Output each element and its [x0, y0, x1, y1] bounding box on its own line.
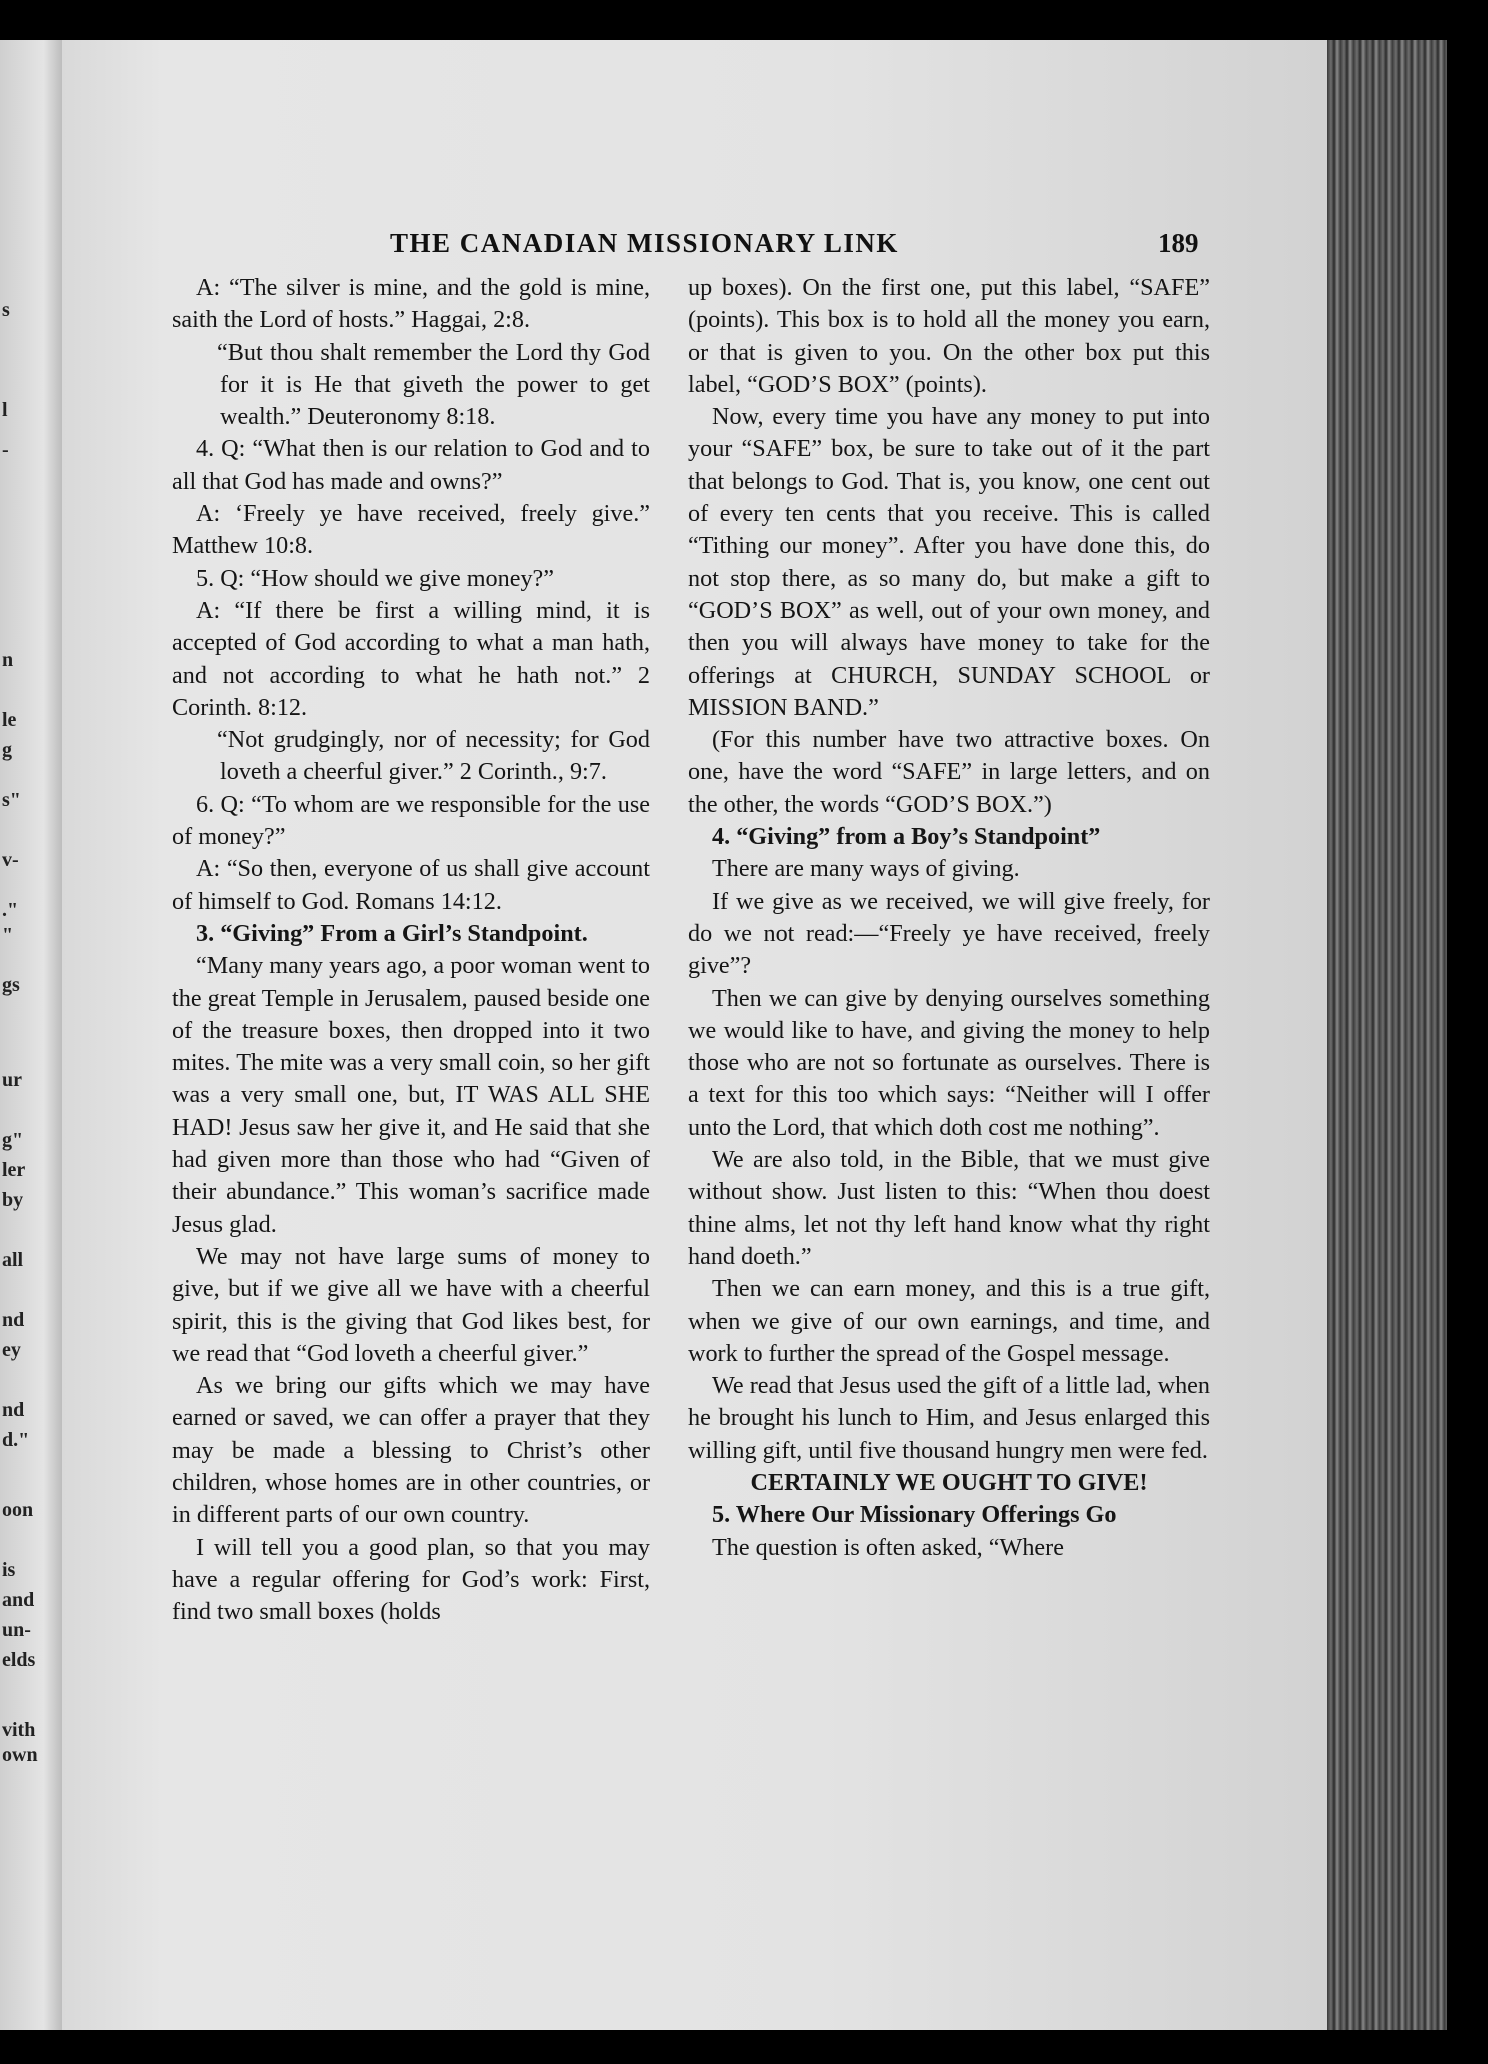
margin-fragment: un-	[2, 1619, 31, 1641]
paragraph: A: “The silver is mine, and the gold is mine, saith the Lord of hosts.” Haggai, 2:8.	[172, 274, 650, 334]
margin-fragment: g	[2, 739, 12, 761]
left-column	[172, 272, 650, 1628]
paragraph: (For this number have two attractive boxes. On one, have the word “SAFE” in large letters, and on the other, the words “GOD’S BOX.”)	[688, 726, 1210, 818]
paragraph: 6. Q: “To whom are we responsible for the use of money?”	[172, 790, 650, 851]
margin-fragment: d."	[2, 1429, 30, 1451]
margin-fragment: own	[2, 1744, 38, 1766]
paragraph: We are also told, in the Bible, that we must give without show. Just listen to this: “When thou doest thine alms, let not thy left hand know what thy right hand doeth.”	[688, 1146, 1210, 1270]
paragraph: A: ‘Freely ye have received, freely give.” Matthew 10:8.	[172, 500, 650, 560]
margin-fragment: is	[2, 1559, 16, 1581]
margin-fragment: all	[2, 1249, 24, 1271]
paragraph: The question is often asked, “Where	[712, 1533, 1064, 1561]
margin-fragment: s"	[2, 789, 21, 811]
running-head: THE CANADIAN MISSIONARY LINK	[390, 228, 899, 258]
section-heading: 4. “Giving” from a Boy’s Standpoint”	[712, 823, 1101, 851]
margin-fragment: ur	[2, 1069, 22, 1091]
paragraph: There are many ways of giving.	[712, 855, 1020, 883]
paragraph: Now, every time you have any money to put into your “SAFE” box, be sure to take out of it the part that belongs to God. That is, you know, one cent out of every ten cents that you receive. This is called “Tithing our money”. After you have done this, do not stop there, as so many do, but make a gift to “GOD’S BOX” as well, out of your own money, and then you will always have money to take for the offerings at CHURCH, SUNDAY SCHOOL or MISSION BAND.”	[688, 403, 1210, 721]
previous-page-edge	[0, 40, 62, 2030]
paragraph: “Many many years ago, a poor woman went to the great Temple in Jerusalem, paused beside one of the treasure boxes, then dropped into it two mites. The mite was a very small coin, so her gift was a very small one, but, IT WAS ALL SHE HAD! Jesus saw her give it, and He said that she had given more than those who had “Given of their abundance.” This woman’s sacrifice made Jesus glad.	[172, 952, 650, 1238]
page-stack-edge	[1327, 40, 1447, 2030]
paragraph: 5. Q: “How should we give money?”	[196, 564, 555, 592]
scripture-quote: “Not grudgingly, nor of necessity; for God loveth a cheerful giver.” 2 Corinth., 9:7.	[217, 726, 650, 786]
margin-fragment: oon	[2, 1499, 34, 1521]
margin-fragment: le	[2, 709, 17, 731]
paragraph: A: “So then, everyone of us shall give account of himself to God. Romans 14:12.	[172, 855, 650, 915]
margin-fragment: vith	[2, 1719, 36, 1741]
margin-fragment: n	[2, 649, 14, 671]
margin-fragment: gs	[2, 974, 20, 996]
paragraph: A: “If there be first a willing mind, it is accepted of God according to what a man hath, and not according to what he hath not.” 2 Corinth. 8:12.	[172, 596, 650, 721]
section-heading: 5. Where Our Missionary Offerings Go	[712, 1501, 1117, 1529]
page-number: 189	[1158, 228, 1199, 258]
margin-fragment: ey	[2, 1339, 21, 1361]
margin-fragment: g"	[2, 1129, 24, 1151]
paragraph: As we bring our gifts which we may have earned or saved, we can offer a prayer that they may be made a blessing to Christ’s other children, whose homes are in other countries, or in different parts of our own country.	[172, 1372, 650, 1529]
right-column	[688, 272, 1210, 1564]
margin-fragment: v-	[2, 849, 19, 871]
paragraph: 4. Q: “What then is our relation to God and to all that God has made and owns?”	[172, 435, 650, 495]
margin-fragment: nd	[2, 1309, 25, 1331]
paragraph: Then we can give by denying ourselves something we would like to have, and giving the money to help those who are not so fortunate as ourselves. There is a text for this too which says: “Neither will I offer unto the Lord, that which doth cost me nothing”.	[688, 984, 1210, 1141]
margin-fragment: ler	[2, 1159, 26, 1181]
paragraph: Then we can earn money, and this is a true gift, when we give of our own earnings, and time, and work to further the spread of the Gospel message.	[688, 1275, 1210, 1367]
margin-fragment: -	[2, 439, 9, 461]
paragraph: I will tell you a good plan, so that you may have a regular offering for God’s work: First, find two small boxes (holds	[172, 1533, 650, 1626]
margin-fragment: and	[2, 1589, 35, 1611]
paragraph: up boxes). On the first one, put this label, “SAFE” (points). This box is to hold all the money you earn, or that is given to you. On the other box put this label, “GOD’S BOX” (points).	[688, 274, 1210, 398]
margin-fragment: "	[2, 924, 14, 946]
section-heading: CERTAINLY WE OUGHT TO GIVE!	[750, 1468, 1148, 1496]
section-heading: 3. “Giving” From a Girl’s Standpoint.	[196, 919, 588, 947]
margin-fragment: nd	[2, 1399, 25, 1421]
margin-fragment: l	[2, 399, 8, 421]
margin-fragment: ."	[2, 899, 19, 921]
scripture-quote: “But thou shalt remember the Lord thy God for it is He that giveth the power to get wealth.” Deuteronomy 8:18.	[217, 338, 650, 431]
paragraph: We read that Jesus used the gift of a little lad, when he brought his lunch to Him, and Jesus enlarged this willing gift, until five thousand hungry men were fed.	[688, 1372, 1210, 1464]
margin-fragment: by	[2, 1189, 24, 1211]
margin-fragment: s	[2, 299, 10, 321]
paragraph: If we give as we received, we will give freely, for do we not read:—“Freely ye have received, freely give”?	[688, 887, 1210, 980]
margin-fragment: elds	[2, 1649, 36, 1671]
paragraph: We may not have large sums of money to give, but if we give all we have with a cheerful spirit, this is the giving that God likes best, for we read that “God loveth a cheerful giver.”	[172, 1242, 650, 1367]
